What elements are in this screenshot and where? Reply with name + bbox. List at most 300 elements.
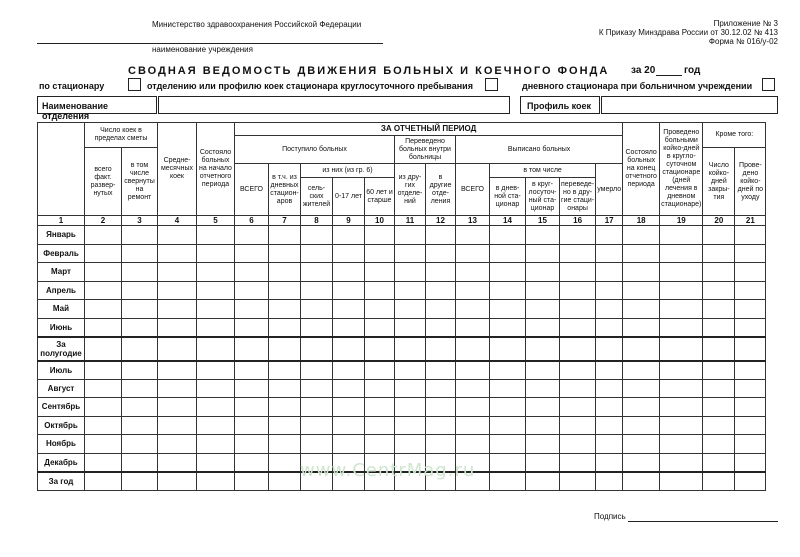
table-cell[interactable] [623,453,660,472]
header-to-day: в днев-ной ста-ционар [490,178,526,216]
table-cell[interactable] [365,337,395,361]
dept-name-field[interactable] [158,96,510,114]
table-cell[interactable] [333,281,365,300]
table-cell[interactable] [365,361,395,380]
table-cell[interactable] [560,361,596,380]
table-cell[interactable] [426,263,456,282]
table-cell[interactable] [235,318,269,337]
table-cell[interactable] [703,379,735,398]
column-number-17: 17 [596,216,623,226]
table-cell[interactable] [158,472,197,491]
table-cell[interactable] [269,226,301,245]
table-cell[interactable] [526,318,560,337]
table-cell[interactable] [560,318,596,337]
table-cell[interactable] [596,416,623,435]
institution-line [37,43,383,44]
table-cell[interactable] [395,379,426,398]
table-cell[interactable] [333,435,365,454]
table-cell[interactable] [490,472,526,491]
table-cell[interactable] [365,281,395,300]
table-cell[interactable] [490,226,526,245]
table-cell[interactable] [85,379,122,398]
signature-label: Подпись [594,512,626,521]
table-cell[interactable] [158,435,197,454]
table-cell[interactable] [623,226,660,245]
table-cell[interactable] [395,263,426,282]
table-cell[interactable] [660,472,703,491]
table-cell[interactable] [122,472,158,491]
table-cell[interactable] [365,435,395,454]
table-cell[interactable] [560,379,596,398]
table-cell[interactable] [122,337,158,361]
table-cell[interactable] [301,416,333,435]
table-cell[interactable] [703,226,735,245]
table-cell[interactable] [526,379,560,398]
table-cell[interactable] [596,226,623,245]
table-cell[interactable] [596,318,623,337]
table-cell[interactable] [197,435,235,454]
table-cell[interactable] [122,244,158,263]
table-cell[interactable] [197,281,235,300]
table-cell[interactable] [395,337,426,361]
row-label: Ноябрь [38,435,85,454]
table-cell[interactable] [158,337,197,361]
table-cell[interactable] [301,361,333,380]
table-cell[interactable] [158,300,197,319]
table-cell[interactable] [158,263,197,282]
table-cell[interactable] [490,244,526,263]
table-cell[interactable] [85,453,122,472]
table-cell[interactable] [395,318,426,337]
table-cell[interactable] [735,226,766,245]
table-cell[interactable] [122,226,158,245]
table-cell[interactable] [197,318,235,337]
table-cell[interactable] [395,398,426,417]
table-cell[interactable] [85,416,122,435]
table-cell[interactable] [596,435,623,454]
table-cell[interactable] [660,379,703,398]
table-cell[interactable] [596,379,623,398]
table-cell[interactable] [735,263,766,282]
table-cell[interactable] [395,226,426,245]
table-cell[interactable] [122,263,158,282]
table-cell[interactable] [301,300,333,319]
table-cell[interactable] [269,361,301,380]
table-cell[interactable] [456,281,490,300]
table-cell[interactable] [269,263,301,282]
table-cell[interactable] [301,435,333,454]
table-cell[interactable] [660,337,703,361]
table-cell[interactable] [560,472,596,491]
table-cell[interactable] [490,435,526,454]
table-cell[interactable] [85,472,122,491]
table-cell[interactable] [703,263,735,282]
table-cell[interactable] [85,398,122,417]
table-cell[interactable] [269,379,301,398]
table-cell[interactable] [85,435,122,454]
table-cell[interactable] [703,416,735,435]
table-cell[interactable] [235,435,269,454]
table-cell[interactable] [301,379,333,398]
table-cell[interactable] [560,337,596,361]
table-cell[interactable] [735,300,766,319]
table-cell[interactable] [301,226,333,245]
table-cell[interactable] [85,337,122,361]
table-cell[interactable] [235,472,269,491]
table-cell[interactable] [596,263,623,282]
table-cell[interactable] [301,337,333,361]
table-cell[interactable] [703,244,735,263]
table-cell[interactable] [456,416,490,435]
table-cell[interactable] [456,361,490,380]
table-cell[interactable] [235,398,269,417]
table-cell[interactable] [158,416,197,435]
table-cell[interactable] [158,226,197,245]
table-cell[interactable] [158,318,197,337]
table-cell[interactable] [703,281,735,300]
bed-profile-field[interactable] [601,96,778,114]
table-cell[interactable] [560,300,596,319]
table-cell[interactable] [365,398,395,417]
table-cell[interactable] [333,226,365,245]
table-cell[interactable] [596,337,623,361]
table-cell[interactable] [526,281,560,300]
table-cell[interactable] [456,263,490,282]
table-cell[interactable] [269,300,301,319]
table-cell[interactable] [235,281,269,300]
table-cell[interactable] [122,300,158,319]
table-cell[interactable] [703,300,735,319]
table-cell[interactable] [735,453,766,472]
appendix-line-2: К Приказу Минздрава России от 30.12.02 № 413 [598,28,778,37]
table-cell[interactable] [703,435,735,454]
table-cell[interactable] [122,453,158,472]
table-cell[interactable] [158,453,197,472]
table-cell[interactable] [735,398,766,417]
table-cell[interactable] [735,416,766,435]
table-cell[interactable] [490,263,526,282]
table-cell[interactable] [623,300,660,319]
table-cell[interactable] [235,244,269,263]
table-cell[interactable] [269,453,301,472]
table-cell[interactable] [235,226,269,245]
table-cell[interactable] [735,337,766,361]
table-cell[interactable] [197,472,235,491]
table-cell[interactable] [235,263,269,282]
table-cell[interactable] [333,300,365,319]
table-cell[interactable] [333,318,365,337]
table-cell[interactable] [426,281,456,300]
table-cell[interactable] [596,300,623,319]
table-cell[interactable] [395,416,426,435]
bed-profile-label: Профиль коек [527,101,592,111]
header-including: в том числе [490,164,596,178]
table-cell[interactable] [490,398,526,417]
table-cell[interactable] [333,244,365,263]
table-cell[interactable] [426,244,456,263]
table-cell[interactable] [426,416,456,435]
table-cell[interactable] [490,300,526,319]
movement-table [37,122,766,491]
table-cell[interactable] [735,281,766,300]
table-cell[interactable] [703,398,735,417]
table-cell[interactable] [197,398,235,417]
table-cell[interactable] [660,281,703,300]
table-cell[interactable] [122,398,158,417]
table-cell[interactable] [560,398,596,417]
table-cell[interactable] [490,337,526,361]
table-cell[interactable] [560,244,596,263]
row-label: Январь [38,226,85,245]
header-avg-monthly: Средне-месячных коек [158,123,197,216]
table-cell[interactable] [269,416,301,435]
table-cell[interactable] [735,318,766,337]
table-cell[interactable] [333,416,365,435]
table-cell[interactable] [526,435,560,454]
appendix-block [560,19,778,46]
table-cell[interactable] [735,472,766,491]
table-cell[interactable] [269,281,301,300]
table-cell[interactable] [235,379,269,398]
table-cell[interactable] [122,435,158,454]
header-rural: сель-ских жителей [301,178,333,216]
table-cell[interactable] [560,226,596,245]
table-cell[interactable] [158,281,197,300]
bed-profile-label-box [520,96,600,114]
table-cell[interactable] [85,361,122,380]
table-cell[interactable] [623,263,660,282]
table-cell[interactable] [235,300,269,319]
table-cell[interactable] [365,244,395,263]
table-cell[interactable] [596,398,623,417]
table-cell[interactable] [526,453,560,472]
table-cell[interactable] [660,300,703,319]
table-cell[interactable] [660,318,703,337]
column-number-3: 3 [122,216,158,226]
header-from-other: из дру-гих отделе-ний [395,164,426,216]
table-cell[interactable] [490,379,526,398]
table-cell[interactable] [560,281,596,300]
table-cell[interactable] [85,263,122,282]
table-cell[interactable] [426,398,456,417]
table-cell[interactable] [703,318,735,337]
table-cell[interactable] [560,416,596,435]
table-cell[interactable] [301,398,333,417]
table-cell[interactable] [660,244,703,263]
table-cell[interactable] [660,226,703,245]
table-cell[interactable] [526,472,560,491]
table-cell[interactable] [269,435,301,454]
table-cell[interactable] [197,263,235,282]
table-cell[interactable] [235,416,269,435]
table-cell[interactable] [197,379,235,398]
column-number-15: 15 [526,216,560,226]
by-department-checkbox[interactable] [485,78,498,91]
table-cell[interactable] [456,337,490,361]
table-cell[interactable] [269,472,301,491]
table-row [38,226,766,245]
table-cell[interactable] [395,435,426,454]
table-cell[interactable] [596,244,623,263]
signature-line[interactable] [628,521,778,522]
table-cell[interactable] [456,300,490,319]
table-cell[interactable] [197,416,235,435]
table-cell[interactable] [158,361,197,380]
table-cell[interactable] [301,318,333,337]
table-cell[interactable] [456,379,490,398]
table-cell[interactable] [122,361,158,380]
table-cell[interactable] [660,416,703,435]
table-cell[interactable] [526,361,560,380]
table-cell[interactable] [623,398,660,417]
header-transferred: Переведено больных внутри больницы [395,136,456,164]
table-cell[interactable] [269,244,301,263]
table-cell[interactable] [596,281,623,300]
table-cell[interactable] [456,398,490,417]
table-cell[interactable] [395,281,426,300]
table-cell[interactable] [426,300,456,319]
table-cell[interactable] [426,435,456,454]
table-cell[interactable] [560,263,596,282]
column-number-5: 5 [197,216,235,226]
table-cell[interactable] [623,281,660,300]
table-cell[interactable] [526,300,560,319]
day-stationary-checkbox[interactable] [762,78,775,91]
table-cell[interactable] [365,318,395,337]
table-cell[interactable] [269,318,301,337]
table-cell[interactable] [456,226,490,245]
table-cell[interactable] [365,263,395,282]
table-cell[interactable] [703,361,735,380]
table-row [38,435,766,454]
table-cell[interactable] [197,244,235,263]
table-cell[interactable] [596,361,623,380]
table-cell[interactable] [456,318,490,337]
table-cell[interactable] [197,300,235,319]
table-cell[interactable] [235,337,269,361]
table-cell[interactable] [85,318,122,337]
table-cell[interactable] [623,244,660,263]
table-cell[interactable] [235,361,269,380]
table-cell[interactable] [85,226,122,245]
table-cell[interactable] [85,281,122,300]
table-cell[interactable] [197,361,235,380]
table-cell[interactable] [333,379,365,398]
table-cell[interactable] [660,263,703,282]
table-cell[interactable] [395,300,426,319]
table-cell[interactable] [526,263,560,282]
table-cell[interactable] [623,379,660,398]
table-cell[interactable] [85,300,122,319]
table-cell[interactable] [122,318,158,337]
table-cell[interactable] [269,337,301,361]
table-cell[interactable] [526,244,560,263]
table-cell[interactable] [526,416,560,435]
table-cell[interactable] [623,435,660,454]
table-cell[interactable] [735,244,766,263]
table-cell[interactable] [703,453,735,472]
table-cell[interactable] [623,361,660,380]
table-cell[interactable] [365,379,395,398]
table-cell[interactable] [333,263,365,282]
header-admitted: Поступило больных [235,136,395,164]
table-cell[interactable] [333,398,365,417]
table-cell[interactable] [426,361,456,380]
table-cell[interactable] [85,244,122,263]
table-cell[interactable] [122,281,158,300]
table-cell[interactable] [660,361,703,380]
table-cell[interactable] [197,453,235,472]
table-cell[interactable] [395,361,426,380]
table-cell[interactable] [426,337,456,361]
table-cell[interactable] [158,398,197,417]
table-cell[interactable] [660,453,703,472]
year-line[interactable] [656,75,682,76]
table-cell[interactable] [122,379,158,398]
table-cell[interactable] [623,337,660,361]
table-cell[interactable] [490,453,526,472]
table-row [38,398,766,417]
table-cell[interactable] [735,435,766,454]
table-cell[interactable] [365,226,395,245]
header-transferred-other: переведе-но в дру-гие стаци-онары [560,178,596,216]
table-cell[interactable] [735,361,766,380]
table-cell[interactable] [365,416,395,435]
table-cell[interactable] [197,337,235,361]
table-cell[interactable] [623,318,660,337]
table-cell[interactable] [560,453,596,472]
table-cell[interactable] [490,416,526,435]
table-cell[interactable] [426,379,456,398]
by-stationary-checkbox[interactable] [128,78,141,91]
table-cell[interactable] [395,244,426,263]
table-cell[interactable] [269,398,301,417]
table-cell[interactable] [301,263,333,282]
table-cell[interactable] [490,281,526,300]
table-cell[interactable] [560,435,596,454]
table-cell[interactable] [703,337,735,361]
table-cell[interactable] [158,379,197,398]
table-cell[interactable] [623,472,660,491]
table-cell[interactable] [426,318,456,337]
table-cell[interactable] [158,244,197,263]
table-cell[interactable] [456,244,490,263]
table-cell[interactable] [301,281,333,300]
row-label: Июль [38,361,85,380]
table-cell[interactable] [333,337,365,361]
table-cell[interactable] [526,398,560,417]
table-cell[interactable] [596,472,623,491]
table-cell[interactable] [623,416,660,435]
table-cell[interactable] [526,337,560,361]
table-cell[interactable] [490,318,526,337]
table-cell[interactable] [660,398,703,417]
table-cell[interactable] [235,453,269,472]
table-cell[interactable] [333,361,365,380]
table-cell[interactable] [456,435,490,454]
table-cell[interactable] [426,226,456,245]
table-cell[interactable] [596,453,623,472]
table-cell[interactable] [122,416,158,435]
table-cell[interactable] [735,379,766,398]
table-cell[interactable] [197,226,235,245]
table-cell[interactable] [365,300,395,319]
table-cell[interactable] [526,226,560,245]
table-cell[interactable] [490,361,526,380]
table-cell[interactable] [660,435,703,454]
table-cell[interactable] [301,244,333,263]
table-cell[interactable] [703,472,735,491]
